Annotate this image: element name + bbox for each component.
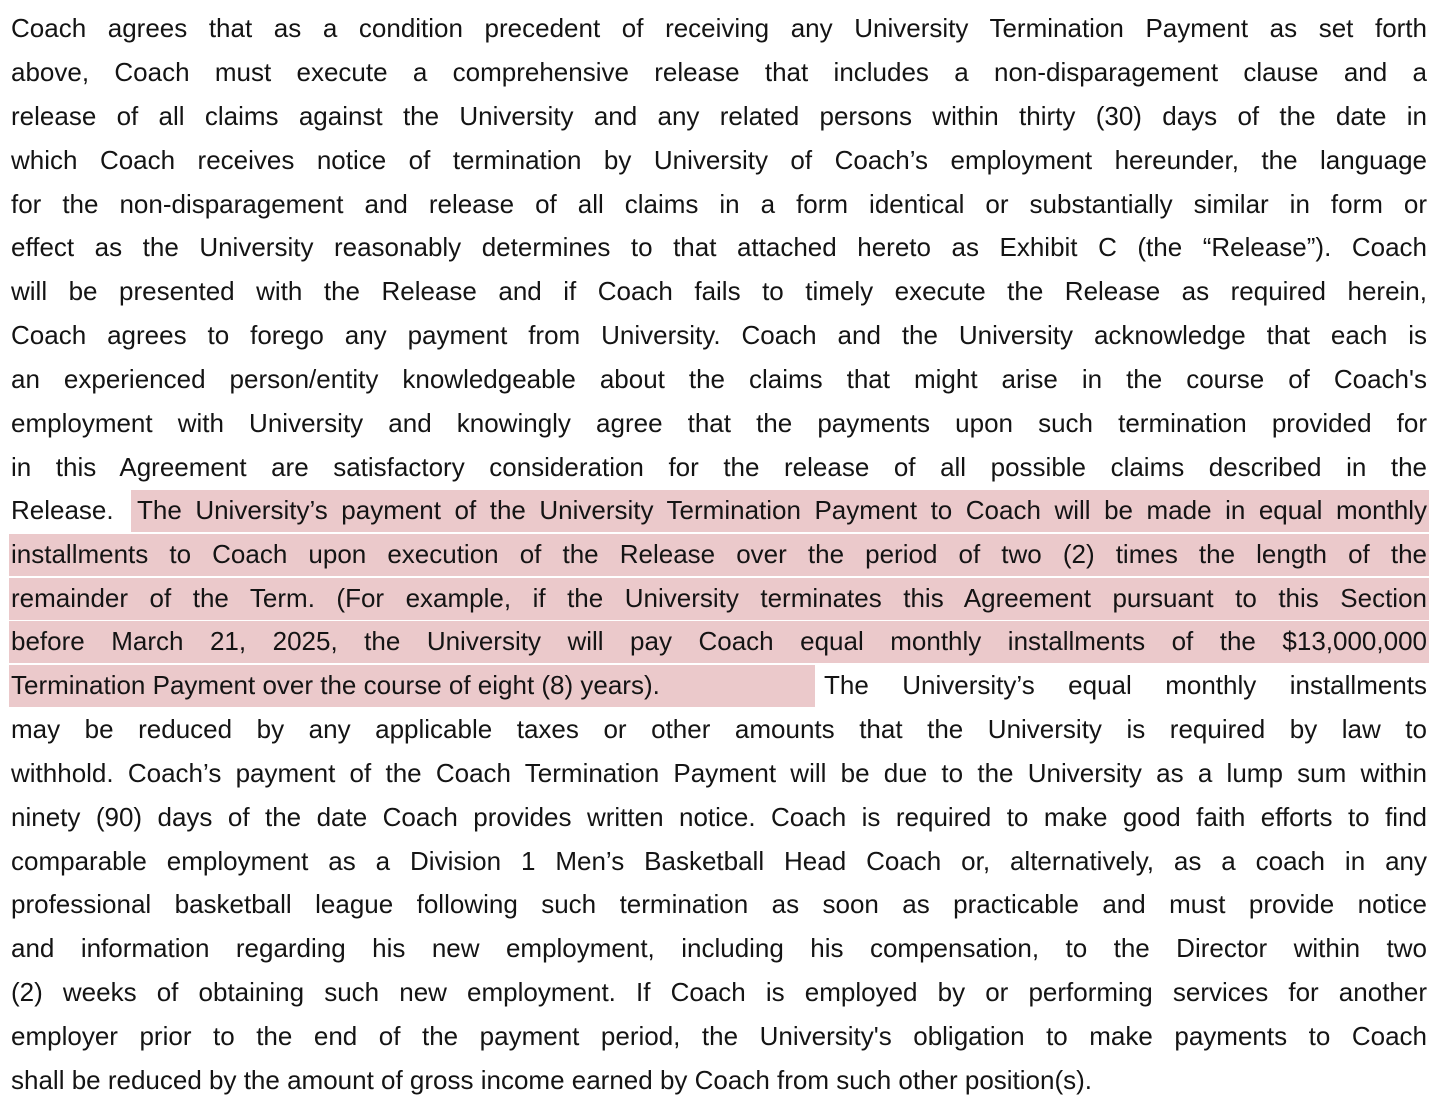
highlighted-text-line: installments to Coach upon execution of the Release over the period of two (2) times the length of the [11,539,1427,569]
text-line: Coach agrees to forego any payment from University. Coach and the University acknowledge that each is [11,320,1427,350]
text-line: will be presented with the Release and if Coach fails to timely execute the Release as required herein, [11,276,1427,306]
text-line: employer prior to the end of the payment period, the University's obligation to make payments to Coach [11,1021,1427,1051]
text-line-plain-segment: The University’s equal monthly installments [824,670,1427,700]
text-line: employment with University and knowingly agree that the payments upon such termination provided for [11,408,1427,438]
text-line: above, Coach must execute a comprehensive release that includes a non-disparagement clause and a [11,57,1427,87]
text-line: shall be reduced by the amount of gross income earned by Coach from such other position(s). [11,1065,1093,1095]
highlighted-text-segment: The University’s payment of the University Termination Payment to Coach will be made in equal monthly [137,495,1427,525]
text-line: ninety (90) days of the date Coach provides written notice. Coach is required to make good faith efforts to find [11,802,1427,832]
text-line-plain-segment: Release. [11,495,114,525]
text-line: Coach agrees that as a condition precedent of receiving any University Termination Payment as set forth [11,13,1427,43]
text-line: which Coach receives notice of termination by University of Coach’s employment hereunder, the language [11,145,1427,175]
highlighted-text-line: remainder of the Term. (For example, if the University terminates this Agreement pursuant to this Section [11,583,1427,613]
text-line: effect as the University reasonably determines to that attached hereto as Exhibit C (the “Release”). Coach [11,232,1427,262]
text-line: in this Agreement are satisfactory consideration for the release of all possible claims described in the [11,452,1427,482]
highlighted-text-segment: Termination Payment over the course of eight (8) years). [11,670,660,700]
text-line: may be reduced by any applicable taxes or other amounts that the University is required by law to [11,714,1427,744]
text-line: an experienced person/entity knowledgeable about the claims that might arise in the course of Coach's [11,364,1427,394]
highlighted-text-line: before March 21, 2025, the University will pay Coach equal monthly installments of the $13,000,000 [11,626,1427,656]
text-line: for the non-disparagement and release of all claims in a form identical or substantially similar in form or [11,189,1427,219]
text-line: comparable employment as a Division 1 Men’s Basketball Head Coach or, alternatively, as a coach in any [11,846,1427,876]
text-line: (2) weeks of obtaining such new employment. If Coach is employed by or performing services for another [11,977,1427,1007]
text-line: withhold. Coach’s payment of the Coach Termination Payment will be due to the University as a lump sum within [11,758,1427,788]
text-line: and information regarding his new employment, including his compensation, to the Director within two [11,933,1427,963]
text-line: release of all claims against the University and any related persons within thirty (30) days of the date in [11,101,1427,131]
text-line: professional basketball league following such termination as soon as practicable and must provide notice [11,889,1427,919]
